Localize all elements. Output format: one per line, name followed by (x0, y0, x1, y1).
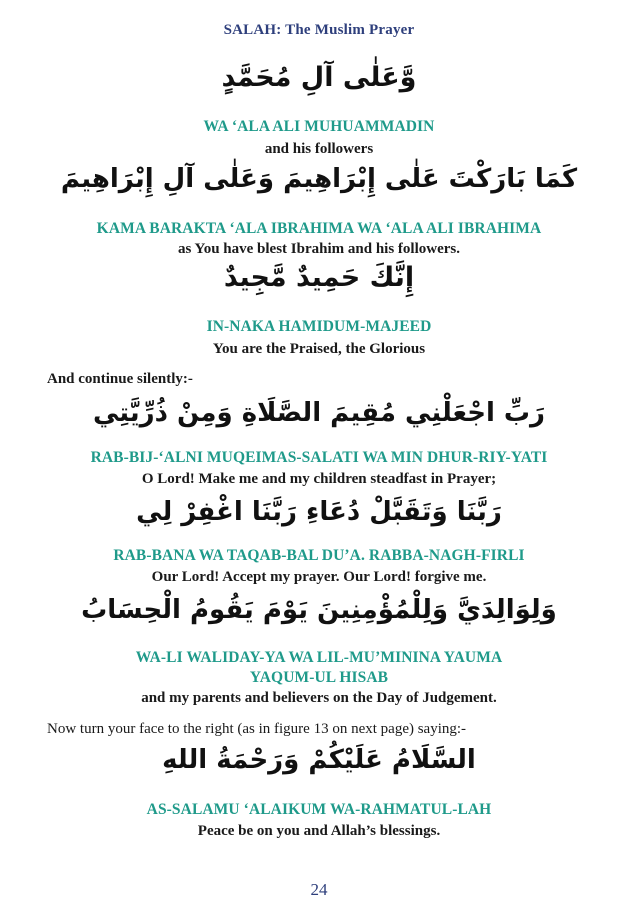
instruction-turn-right: Now turn your face to the right (as in figure 13 on next page) saying:- (47, 721, 467, 737)
transliteration-2: KAMA BARAKTA ‘ALA IBRAHIMA WA ‘ALA ALI IBRAHIMA (96, 220, 542, 237)
translation-3: You are the Praised, the Glorious (212, 341, 426, 357)
translation-2: as You have blest Ibrahim and his followers. (178, 241, 460, 257)
arabic-verse-2: كَمَا بَارَكْتَ عَلٰى إِبْرَاهِيمَ وَعَلٰى آلِ إِبْرَاهِيمَ (60, 164, 578, 194)
transliteration-4: RAB-BIJ-‘ALNI MUQEIMAS-SALATI WA MIN DHUR-RIY-YATI (90, 449, 548, 466)
translation-4: O Lord! Make me and my children steadfast in Prayer; (141, 471, 497, 487)
transliteration-salam: AS-SALAMU ‘ALAIKUM WA-RAHMATUL-LAH (146, 801, 492, 818)
page-number: 24 (310, 880, 328, 899)
transliteration-6-line2: YAQUM-UL HISAB (249, 669, 389, 686)
instruction-silently: And continue silently:- (47, 371, 193, 387)
translation-5: Our Lord! Accept my prayer. Our Lord! forgive me. (151, 569, 487, 585)
arabic-verse-1: وَّعَلٰى آلِ مُحَمَّدٍ (221, 62, 417, 93)
translation-1: and his followers (264, 141, 374, 157)
translation-salam: Peace be on you and Allah’s blessings. (197, 823, 441, 839)
transliteration-5: RAB-BANA WA TAQAB-BAL DU’A. RABBA-NAGH-FIRLI (113, 547, 525, 564)
page-header: SALAH: The Muslim Prayer (223, 22, 415, 38)
arabic-salam: السَّلَامُ عَلَيْكُمْ وَرَحْمَةُ اللهِ (162, 745, 476, 775)
arabic-verse-4: رَبِّ اجْعَلْنِي مُقِيمَ الصَّلَاةِ وَمِنْ ذُرِّيَّتِي (92, 398, 546, 428)
transliteration-6-line1: WA-LI WALIDAY-YA WA LIL-MU’MININA YAUMA (135, 649, 503, 666)
arabic-verse-5: رَبَّنَا وَتَقَبَّلْ دُعَاءِ رَبَّنَا اغْفِرْ لِي (136, 497, 502, 527)
arabic-verse-3: إِنَّكَ حَمِيدٌ مَّجِيدٌ (223, 262, 415, 293)
arabic-verse-6: وَلِوَالِدَيَّ وَلِلْمُؤْمِنِينَ يَوْمَ يَقُومُ الْحِسَابُ (81, 595, 557, 625)
transliteration-1: WA ‘ALA ALI MUHUAMMADIN (203, 118, 435, 135)
translation-6: and my parents and believers on the Day of Judgement. (141, 690, 497, 706)
transliteration-3: IN-NAKA HAMIDUM-MAJEED (206, 318, 432, 335)
